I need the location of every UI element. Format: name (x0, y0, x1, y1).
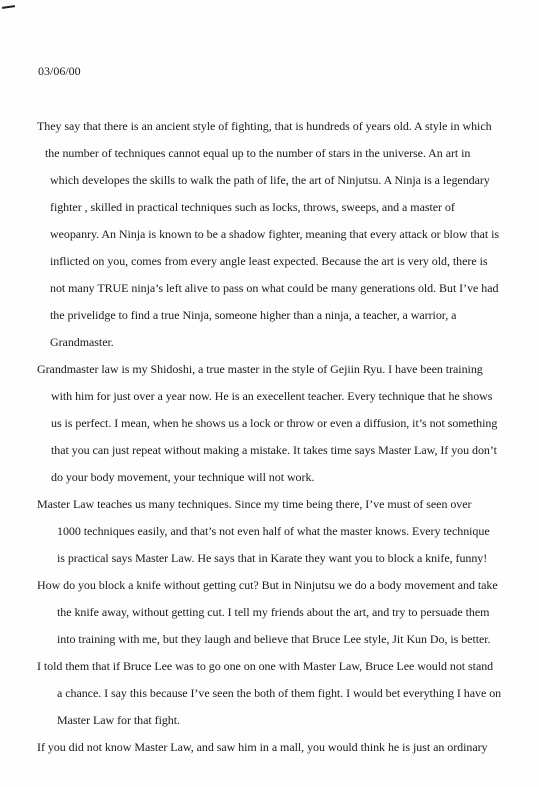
text-line: into training with me, but they laugh and believe that Bruce Lee style, Jit Kun Do, is better. (57, 632, 491, 646)
text-line: I told them that if Bruce Lee was to go one on one with Master Law, Bruce Lee would not stand (37, 659, 494, 673)
text-line: weopanry. An Ninja is known to be a shadow fighter, meaning that every attack or blow that is (50, 227, 499, 241)
text-line: which developes the skills to walk the path of life, the art of Ninjutsu. A Ninja is a legendary (50, 173, 490, 187)
text-line: Master Law for that fight. (57, 713, 180, 727)
text-line: How do you block a knife without getting cut? But in Ninjutsu we do a body movement and take (37, 578, 498, 592)
text-line: If you did not know Master Law, and saw him in a mall, you would think he is just an ordinary (37, 740, 488, 754)
document-date: 03/06/00 (38, 64, 81, 78)
text-line: inflicted on you, comes from every angle least expected. Because the art is very old, there is (50, 254, 488, 268)
text-line: the knife away, without getting cut. I tell my friends about the art, and try to persuade them (57, 605, 490, 619)
text-line: not many TRUE ninja’s left alive to pass on what could be many generations old. But I’ve had (50, 281, 499, 295)
text-line: They say that there is an ancient style of fighting, that is hundreds of years old. A style in which (37, 119, 492, 133)
text-line: Grandmaster. (50, 335, 114, 349)
text-line: 1000 techniques easily, and that’s not even half of what the master knows. Every technique (57, 524, 490, 538)
corner-pen-mark (2, 5, 15, 9)
text-line: do your body movement, your technique will not work. (51, 470, 315, 484)
text-line: that you can just repeat without making a mistake. It takes time says Master Law, If you don’t (51, 443, 497, 457)
text-line: Master Law teaches us many techniques. Since my time being there, I’ve must of seen over (37, 497, 472, 511)
text-line: with him for just over a year now. He is an execellent teacher. Every technique that he shows (51, 389, 493, 403)
text-line: the number of techniques cannot equal up to the number of stars in the universe. An art in (45, 146, 471, 160)
text-line: a chance. I say this because I’ve seen the both of them fight. I would bet everything I have on (57, 686, 502, 700)
text-line: us is perfect. I mean, when he shows us a lock or throw or even a diffusion, it’s not something (51, 416, 498, 430)
text-line: Grandmaster law is my Shidoshi, a true master in the style of Gejiin Ryu. I have been training (37, 362, 483, 376)
text-line: is practical says Master Law. He says that in Karate they want you to block a knife, funny! (57, 551, 488, 565)
text-line: fighter , skilled in practical techniques such as locks, throws, sweeps, and a master of (50, 200, 455, 214)
text-line: the privelidge to find a true Ninja, someone higher than a ninja, a teacher, a warrior, a (50, 308, 457, 322)
